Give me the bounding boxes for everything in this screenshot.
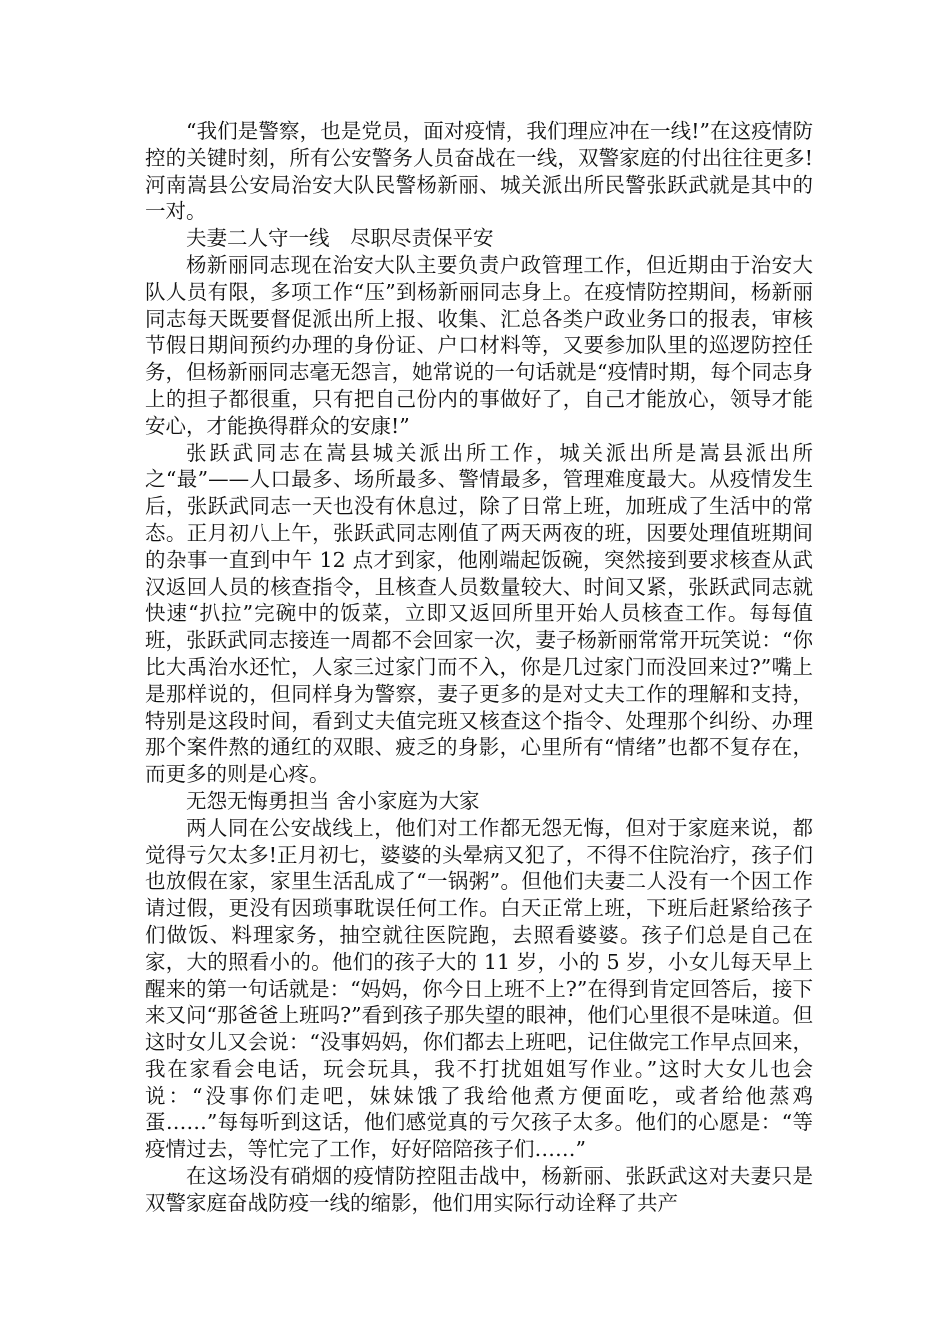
paragraph-zhang-yuewu: 张跃武同志在嵩县城关派出所工作，城关派出所是嵩县派出所之“最”——人口最多、场所最多、警情最多，管理难度最大。从疫情发生后，张跃武同志一天也没有休息过，除了日常上班，加班成了生活中的常态。正月初八上午，张跃武同志刚值了两天两夜的班，因要处理值班期间的杂事一直到中午 12 点才到家，他刚端起饭碗，突然接到要求核查从武汉返回人员的核查指令，且核查人员数量较大、时间又紧，张跃武同志就快速“扒拉”完碗中的饭菜，立即又返回所里开始人员核查工作。每每值班，张跃武同志接连一周都不会回家一次，妻子杨新丽常常开玩笑说：“你比大禹治水还忙，人家三过家门而不入，你是几过家门而没回来过?”嘴上是那样说的，但同样身为警察，妻子更多的是对丈夫工作的理解和支持，特别是这段时间，看到丈夫值完班又核查这个指令、处理那个纠纷、办理那个案件熬的通红的双眼、疲乏的身影，心里所有“情绪”也都不复存在，而更多的则是心疼。 [145,440,813,787]
paragraph-intro: “我们是警察，也是党员，面对疫情，我们理应冲在一线!”在这疫情防控的关键时刻，所有公安警务人员奋战在一线，双警家庭的付出往往更多!河南嵩县公安局治安大队民警杨新丽、城关派出所民警张跃武就是其中的一对。 [145,119,813,224]
paragraph-family: 两人同在公安战线上，他们对工作都无怨无悔，但对于家庭来说，都觉得亏欠太多!正月初七，婆婆的头晕病又犯了，不得不住院治疗，孩子们也放假在家，家里生活乱成了“一锅粥”。但他们夫妻二人没有一个因工作请过假，更没有因琐事耽误任何工作。白天正常上班，下班后赶紧给孩子们做饭、料理家务，抽空就往医院跑，去照看婆婆。孩子们总是自己在家，大的照看小的。他们的孩子大的 11 岁，小的 5 岁，小女儿每天早上醒来的第一句话就是：“妈妈，你今日上班不上?”在得到肯定回答后，接下来又问“那爸爸上班吗?”看到孩子那失望的眼神，他们心里很不是味道。但这时女儿又会说：“没事妈妈，你们都去上班吧，记住做完工作早点回来，我在家看会电话，玩会玩具，我不打扰姐姐写作业。”这时大女儿也会说：“没事你们走吧，妹妹饿了我给他煮方便面吃，或者给他蒸鸡蛋……”每每听到这话，他们感觉真的亏欠孩子太多。他们的心愿是：“等疫情过去，等忙完了工作，好好陪陪孩子们……” [145,815,813,1162]
paragraph-closing: 在这场没有硝烟的疫情防控阻击战中，杨新丽、张跃武这对夫妻只是双警家庭奋战防疫一线的缩影，他们用实际行动诠释了共产 [145,1164,813,1215]
document-body [145,118,813,1217]
section-heading-2: 无怨无悔勇担当 舍小家庭为大家 [186,788,480,813]
paragraph-yang-xinli: 杨新丽同志现在治安大队主要负责户政管理工作，但近期由于治安大队人员有限，多项工作“压”到杨新丽同志身上。在疫情防控期间，杨新丽同志每天既要督促派出所上报、收集、汇总各类户政业务口的报表，审核节假日期间预约办理的身份证、户口材料等，又要参加队里的巡逻防控任务，但杨新丽同志毫无怨言，她常说的一句话就是“疫情时期，每个同志身上的担子都很重，只有把自己份内的事做好了，自己才能放心，领导才能安心，才能换得群众的安康!” [145,252,813,438]
section-heading-1: 夫妻二人守一线 尽职尽责保平安 [186,226,494,251]
